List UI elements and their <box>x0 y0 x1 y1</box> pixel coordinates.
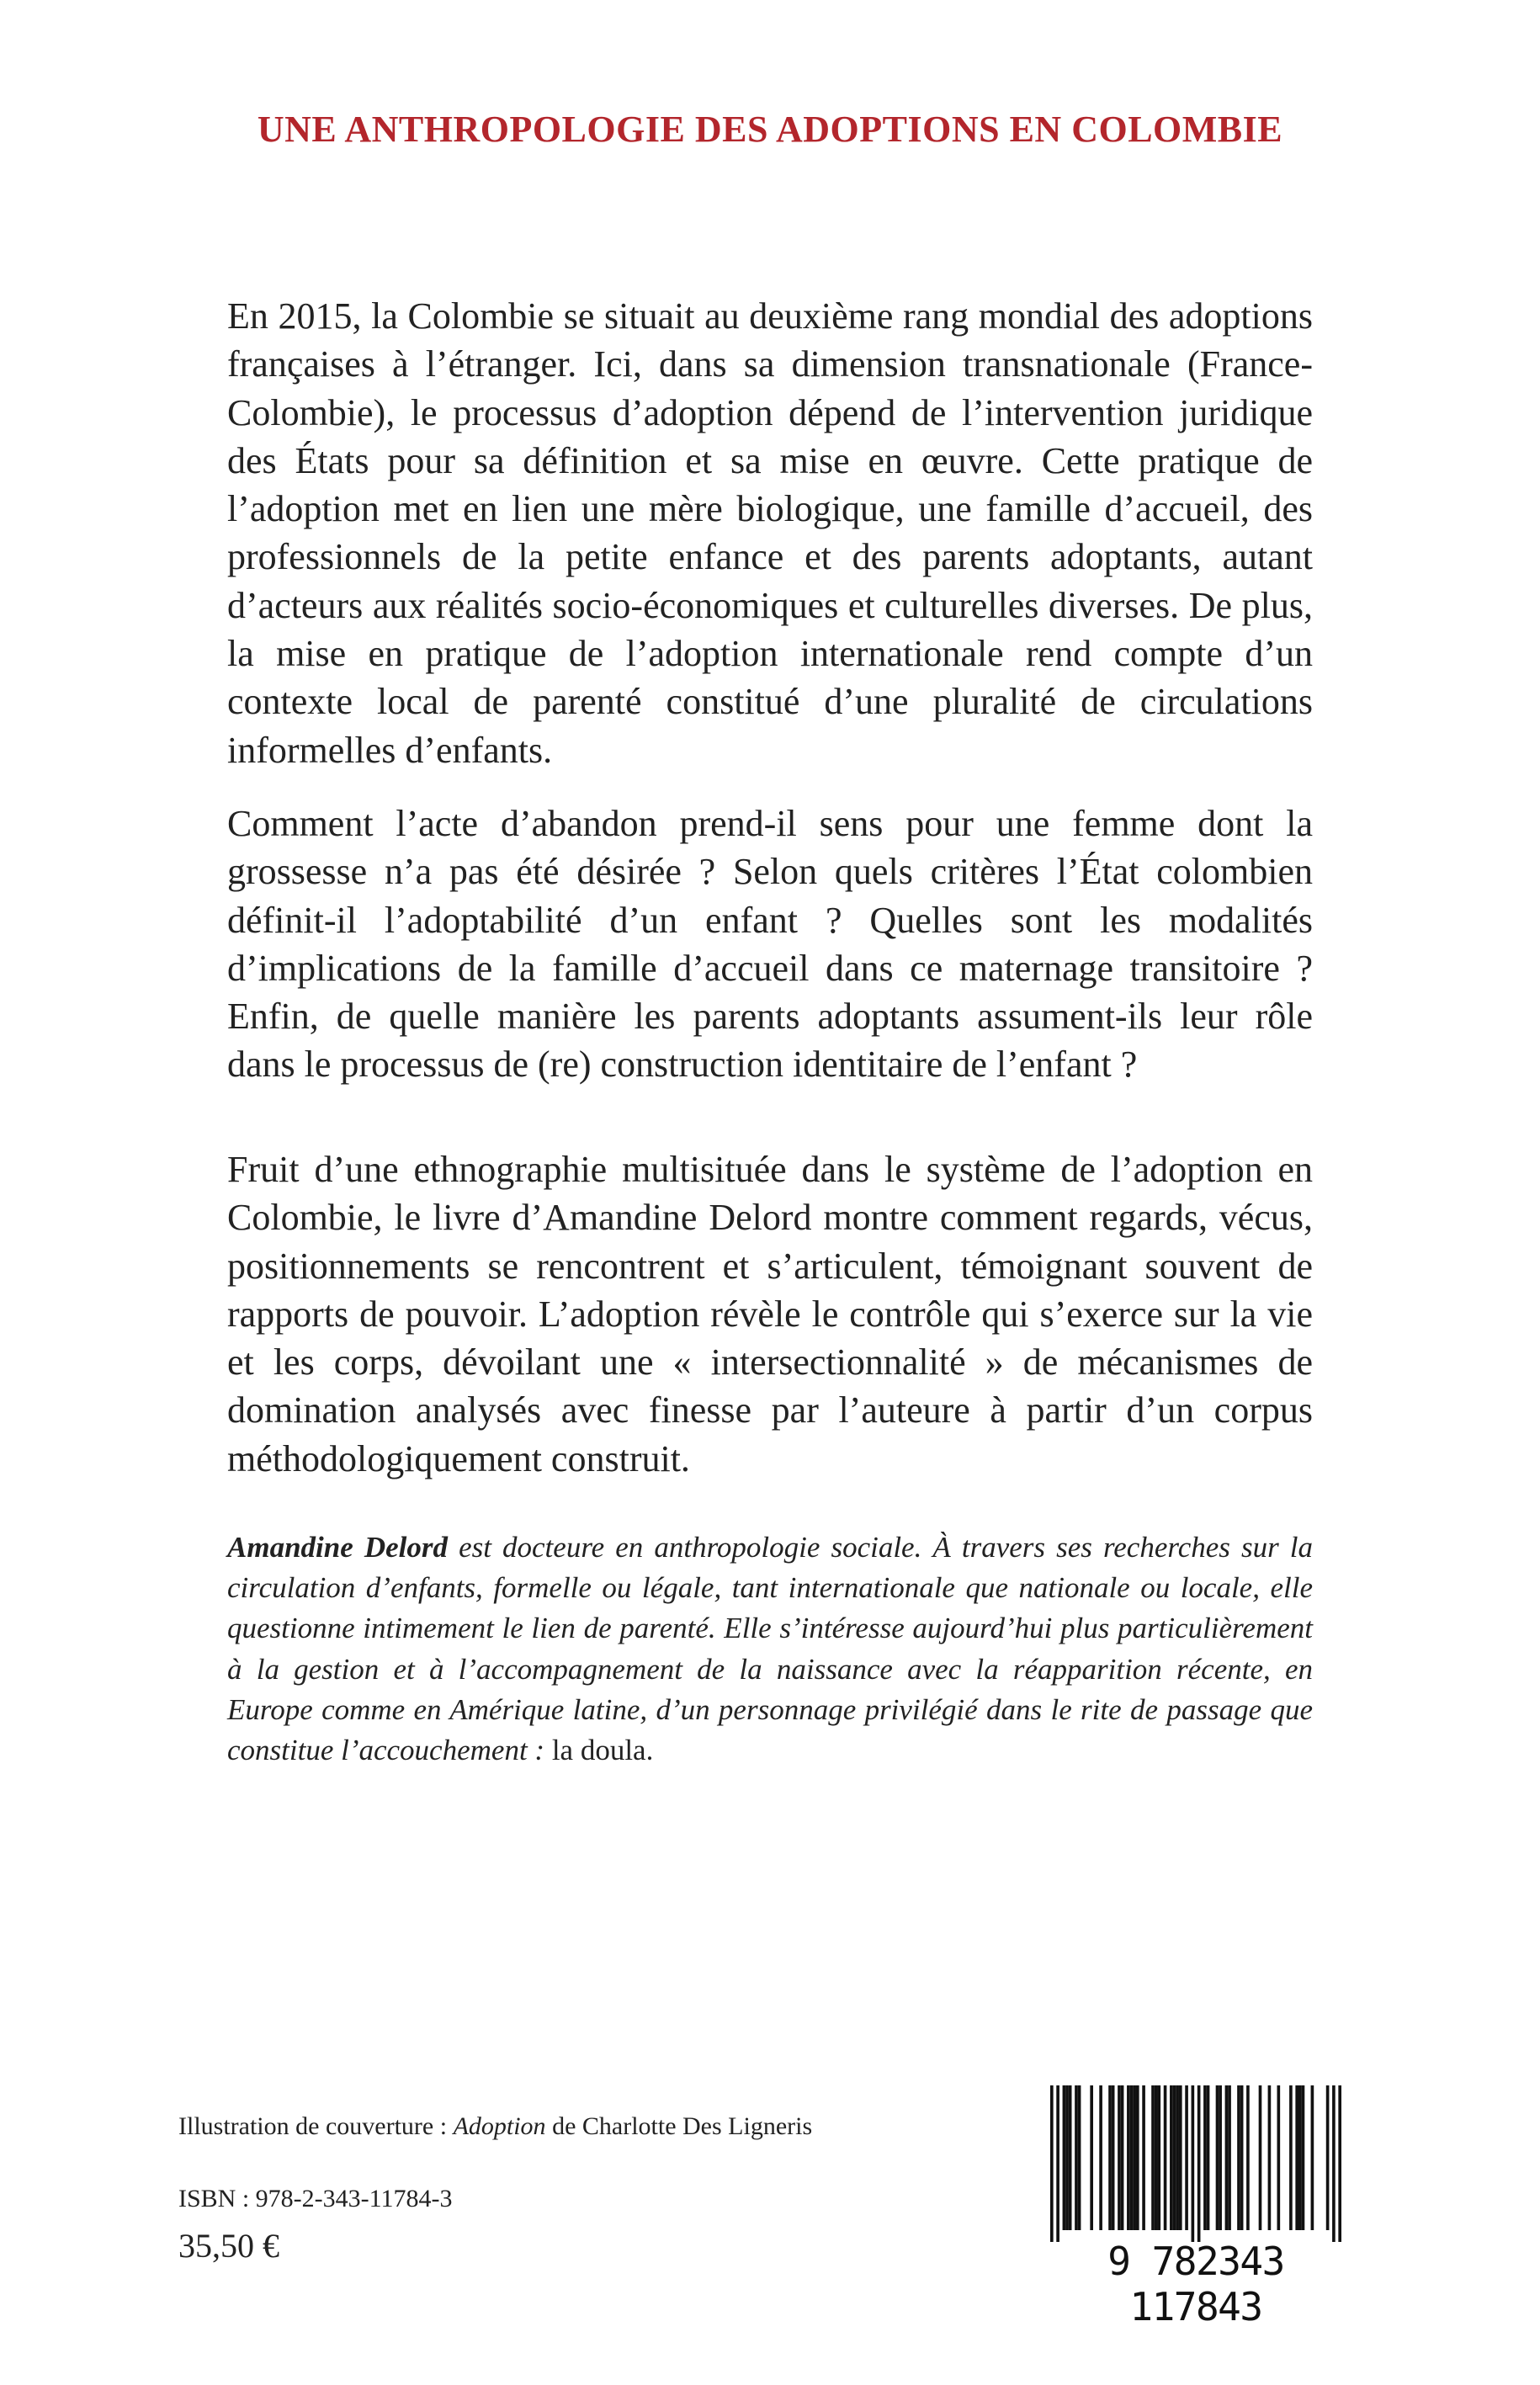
barcode-bar <box>1326 2085 1330 2230</box>
barcode-bar <box>1192 2085 1195 2242</box>
barcode-bar <box>1127 2085 1130 2230</box>
barcode-bar <box>1185 2085 1188 2230</box>
barcode-bar <box>1338 2085 1341 2242</box>
barcode-bar <box>1069 2085 1072 2230</box>
barcode-digits: 9 782343 117843 <box>1107 2239 1284 2329</box>
book-title: UNE ANTHROPOLOGIE DES ADOPTIONS EN COLOMBIE <box>257 109 1283 150</box>
barcode-bar <box>1164 2085 1167 2230</box>
barcode-bars <box>1050 2085 1341 2242</box>
barcode-bar <box>1228 2085 1231 2230</box>
barcode-bar <box>1302 2085 1305 2230</box>
barcode-bar <box>1063 2085 1066 2230</box>
barcode-bar <box>1197 2085 1201 2242</box>
barcode-bar <box>1056 2085 1059 2242</box>
barcode-bar <box>1133 2085 1136 2230</box>
credit-prefix: Illustration de couverture : <box>178 2112 454 2140</box>
barcode-bar <box>1050 2085 1054 2242</box>
barcode-bar <box>1332 2085 1336 2242</box>
cover-illustration-credit <box>178 2111 812 2142</box>
barcode-bar <box>1179 2085 1182 2230</box>
barcode-bar <box>1203 2085 1207 2230</box>
barcode-bar <box>1170 2085 1173 2230</box>
barcode-bar <box>1240 2085 1244 2230</box>
barcode-bar <box>1173 2085 1176 2230</box>
barcode-bar <box>1246 2085 1250 2230</box>
barcode-bar <box>1237 2085 1240 2230</box>
barcode-bar <box>1121 2085 1124 2230</box>
barcode-bar <box>1142 2085 1145 2230</box>
barcode-bar <box>1311 2085 1314 2230</box>
barcode-bar <box>1289 2085 1293 2230</box>
barcode-bar <box>1157 2085 1160 2230</box>
author-bio <box>227 1527 1313 1771</box>
price: 35,50 € <box>178 2227 279 2265</box>
barcode-bar <box>1176 2085 1179 2230</box>
barcode-bar <box>1090 2085 1093 2230</box>
barcode-bar <box>1295 2085 1298 2230</box>
barcode-bar <box>1078 2085 1081 2230</box>
barcode-bar <box>1207 2085 1210 2230</box>
barcode-bar <box>1075 2085 1078 2230</box>
barcode-bar <box>1259 2085 1262 2230</box>
summary-paragraph-1: En 2015, la Colombie se situait au deuxième rang mondial des adoptions françaises à l’étranger. Ici, dans sa dimension transnationale (France-Colombie), le processus d’adoption dépend de l’intervention juridique des États pour sa définition et sa mise en œuvre. Cette pratique de l’adoption met en lien une mère biologique, une famille d’accueil, des professionnels de la petite enfance et des parents adoptants, autant d’acteurs aux réalités socio-économiques et culturelles diverses. De plus, la mise en pratique de l’adoption internationale rend compte d’un contexte local de parenté constitué d’une pluralité de circulations informelles d’enfants. <box>227 295 1313 771</box>
summary-paragraph-3: Fruit d’une ethnographie multisituée dans le système de l’adoption en Colombie, le livre d’Amandine Delord montre comment regards, vécus, positionnements se rencontrent et s’articulent, témoignant souvent de rapports de pouvoir. L’adoption révèle le contrôle qui s’exerce sur la vie et les corps, dévoilant une « intersectionnalité » de mécanismes de domination analysés avec finesse par l’auteure à partir d’un corpus méthodologiquement construit. <box>227 1149 1313 1479</box>
credit-work-title: Adoption <box>453 2112 546 2140</box>
barcode <box>1043 2085 1348 2329</box>
barcode-bar <box>1268 2085 1272 2230</box>
barcode-bar <box>1216 2085 1219 2230</box>
barcode-bar <box>1155 2085 1158 2230</box>
barcode-bar <box>1219 2085 1222 2230</box>
isbn: ISBN : 978-2-343-11784-3 <box>178 2185 453 2212</box>
barcode-bar <box>1112 2085 1115 2230</box>
credit-artist: de Charlotte Des Ligneris <box>545 2112 813 2140</box>
barcode-bar <box>1099 2085 1102 2230</box>
author-name: Amandine Delord <box>227 1531 448 1564</box>
author-bio-text: est docteure en anthropologie sociale. À travers ses recherches sur la circulation d’enfants, formelle ou légale, tant internationale que nationale ou locale, elle questionne intimement le lien de parenté. Elle s’intéresse aujourd’hui plus particulièrement à la gestion et à l’accompagnement de la naissance avec la réapparition récente, en Europe comme en Amérique latine, d’un personnage privilégié dans le rite de passage que constitue l’accouchement : <box>227 1531 1313 1767</box>
barcode-bar <box>1065 2085 1069 2230</box>
barcode-bar <box>1151 2085 1155 2230</box>
summary-paragraph-2: Comment l’acte d’abandon prend-il sens pour une femme dont la grossesse n’a pas été désirée ? Selon quels critères l’État colombien définit-il l’adoptabilité d’un enfant ? Quelles sont les modalités d’implications de la famille d’accueil dans ce maternage transitoire ? Enfin, de quelle manière les parents adoptants assument-ils leur rôle dans le processus de (re) construction identitaire de l’enfant ? <box>227 803 1313 1086</box>
author-bio-ending: la doula. <box>544 1734 654 1767</box>
barcode-bar <box>1225 2085 1229 2230</box>
barcode-bar <box>1130 2085 1134 2230</box>
barcode-bar <box>1118 2085 1121 2230</box>
barcode-bar <box>1277 2085 1281 2230</box>
barcode-bar <box>1136 2085 1139 2230</box>
barcode-bar <box>1108 2085 1112 2230</box>
barcode-bar <box>1298 2085 1302 2230</box>
